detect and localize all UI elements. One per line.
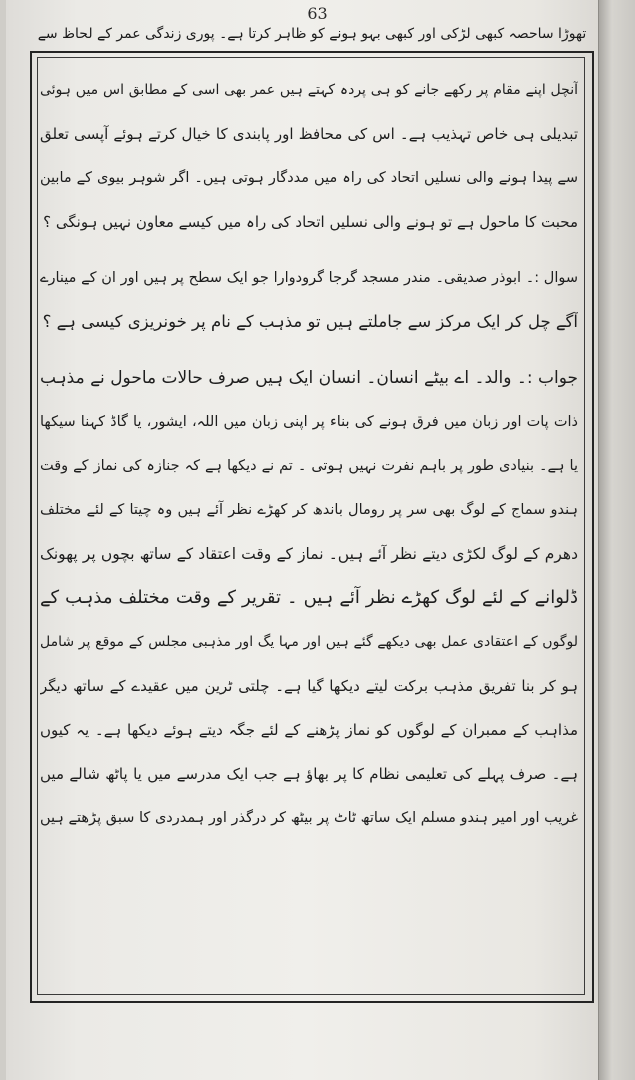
answer-line: مذاہب کے ممبران کے لوگوں کو نماز پڑھنے کے لئے جگہ دیتے ہوئے دیکھا ہے۔ یہ کیوں	[40, 721, 578, 739]
body-text	[40, 68, 578, 840]
answer-line: یا ہے۔ بنیادی طور پر باہم نفرت نہیں ہوتی ۔ تم نے دیکھا ہے کہ جنازہ کی نماز کے وقت	[40, 458, 578, 474]
question-line: سوال :۔ ابوذر صدیقی۔ مندر مسجد گرجا گرودوارا جو ایک سطح پر ہیں اور ان کے مینارے	[40, 270, 578, 286]
question-line: آگے چل کر ایک مرکز سے جاملتے ہیں تو مذہب کے نام پر خونریزی کیسی ہے ؟	[42, 312, 578, 331]
answer-line: دھرم کے لوگ لکڑی دیتے نظر آئے ہیں۔ نماز کے وقت اعتقاد کے ساتھ بچوں پر پھونک	[40, 545, 578, 563]
page-number: 63	[307, 4, 328, 23]
header-line: تھوڑا ساحصہ کبھی لڑکی اور کبھی بہو ہونے کو ظاہر کرتا ہے۔ پوری زندگی عمر کے لحاظ سے	[37, 26, 587, 42]
answer-line: ہندو سماج کے لوگ بھی سر پر رومال باندھ کر کھڑے نظر آئے ہیں وہ چیتا کے لئے مختلف	[40, 502, 578, 518]
text-line: سے پیدا ہونے والی نسلیں اتحاد کی راہ میں مددگار ہوتی ہیں۔ اگر شوہر بیوی کے مابین	[40, 170, 578, 186]
answer-line: ڈلوانے کے لئے لوگ کھڑے نظر آئے ہیں ۔ تقریر کے وقت مختلف مذہب کے	[40, 587, 578, 608]
text-line: محبت کا ماحول ہے تو ہونے والی نسلیں اتحاد کی راہ میں کیسے معاون نہیں ہونگی ؟	[43, 213, 578, 231]
text-line: تبدیلی ہی خاص تہذیب ہے۔ اس کی محافظ اور پابندی کا خیال کرتے ہوئے آپسی تعلق	[40, 125, 578, 143]
answer-line: غریب اور امیر ہندو مسلم ایک ساتھ ٹاٹ پر بیٹھ کر درگذر اور ہمدردی کا سبق پڑھتے ہیں	[40, 810, 578, 826]
text-line: آنچل اپنے مقام پر رکھے جانے کو ہی پردہ کہتے ہیں عمر بھی اسی کے مطابق اس میں ہوئی	[40, 82, 578, 98]
answer-line: لوگوں کے اعتقادی عمل بھی دیکھے گئے ہیں اور مہا یگ اور مذہبی مجلس کے موقع پر شامل	[40, 634, 578, 650]
answer-line: ہے۔ صرف پہلے کی تعلیمی نظام کا پر بھاؤ ہے جب ایک مدرسے میں یا پاٹھ شالے میں	[40, 765, 578, 783]
answer-line: ذات پات اور زبان میں فرق ہونے کی بناء پر اپنی زبان میں اللہ، ایشور، یا گاڈ کہنا سیکھا	[40, 414, 578, 430]
answer-line: ہو کر بنا تفریق مذہب برکت لیتے دیکھا گیا ہے۔ چلتی ٹرین میں عقیدے کے ساتھ دیگر	[40, 677, 578, 695]
adjacent-page-edge	[598, 0, 635, 1080]
answer-line: جواب :۔ والد۔ اے بیٹے انسان۔ انسان ایک ہیں صرف حالات ماحول نے مذہب	[40, 368, 578, 388]
